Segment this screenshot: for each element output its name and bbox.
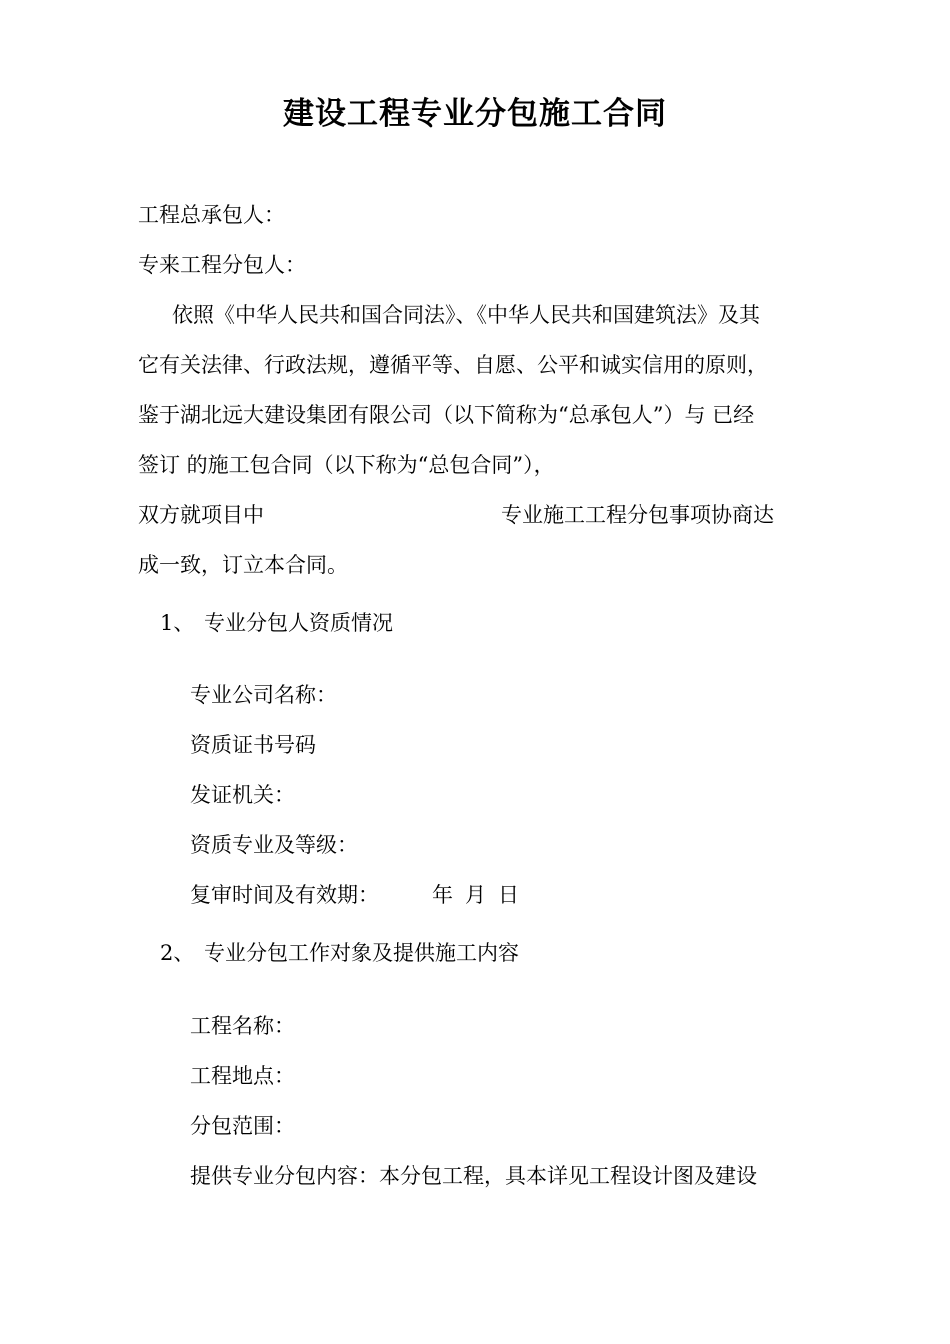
preamble-line-4: 签订 的施工包合同（以下称为“总包合同”）， bbox=[138, 453, 555, 477]
section-1-heading-number: 1、 bbox=[160, 611, 195, 635]
scope-label: 分包范围： bbox=[190, 1114, 295, 1138]
preamble-line-5-left: 双方就项目中 bbox=[138, 503, 264, 527]
review-month: 月 bbox=[465, 883, 486, 907]
project-location-label: 工程地点： bbox=[190, 1064, 295, 1088]
issuing-authority-label: 发证机关： bbox=[190, 783, 295, 807]
preamble-line-1 bbox=[172, 300, 826, 330]
preamble-line-3 bbox=[138, 400, 828, 430]
preamble-line-5-right: 专业施工工程分包事项协商达 bbox=[501, 503, 774, 527]
project-name-label: 工程名称： bbox=[190, 1014, 295, 1038]
qualification-label: 资质专业及等级： bbox=[190, 833, 358, 857]
section-2-heading-number: 2、 bbox=[160, 941, 195, 965]
preamble-line-6: 成一致，订立本合同。 bbox=[138, 553, 348, 577]
section-2-heading: 专业分包工作对象及提供施工内容 bbox=[204, 941, 519, 965]
preamble-line-3-text: 鉴于湖北远大建设集团有限公司（以下简称为“总承包人”）与 已经 bbox=[138, 403, 755, 427]
preamble-line-1-text: 依照《中华人民共和国合同法》、《中华人民共和国建筑法》及其 bbox=[172, 303, 760, 327]
review-year: 年 bbox=[432, 883, 453, 907]
review-day: 日 bbox=[498, 883, 519, 907]
cert-number-label: 资质证书号码 bbox=[190, 733, 316, 757]
document-title: 建设工程专业分包施工合同 bbox=[283, 96, 667, 132]
review-validity-label: 复审时间及有效期： bbox=[190, 883, 379, 907]
preamble-line-2 bbox=[138, 350, 828, 380]
general-contractor-label: 工程总承包人： bbox=[138, 203, 285, 227]
subcontractor-label: 专来工程分包人： bbox=[138, 253, 306, 277]
section-1-heading: 专业分包人资质情况 bbox=[204, 611, 393, 635]
subcontract-content-line: 提供专业分包内容：本分包工程，具本详见工程设计图及建设 bbox=[190, 1164, 757, 1188]
company-name-label: 专业公司名称： bbox=[190, 683, 337, 707]
preamble-line-2-text: 它有关法律、行政法规，遵循平等、自愿、公平和诚实信用的原则， bbox=[138, 353, 768, 377]
